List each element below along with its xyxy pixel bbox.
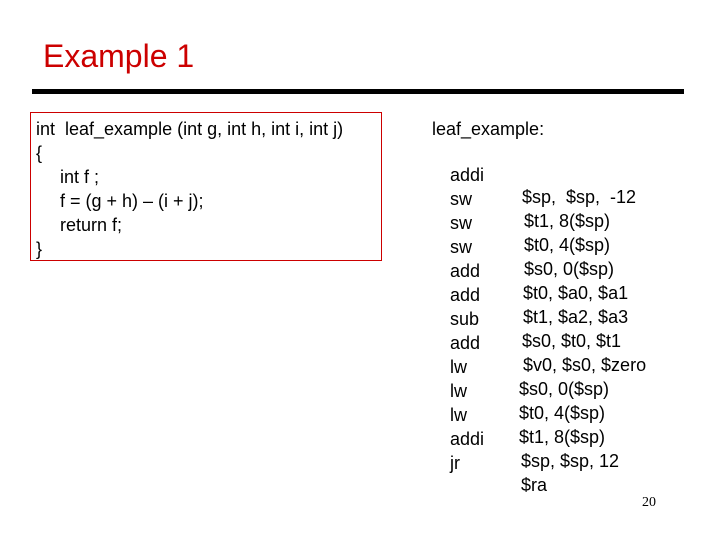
asm-opcode: add	[450, 261, 481, 281]
asm-opcode: lw	[450, 381, 467, 401]
asm-opcode: sw	[450, 237, 472, 257]
asm-operands: $t0, 4($sp)	[524, 235, 611, 255]
c-code-line-return: return f;	[60, 215, 123, 235]
asm-operands: $s0, $t0, $t1	[522, 331, 622, 351]
asm-operands: $t1, 8($sp)	[524, 211, 611, 231]
asm-operands: $t1, $a2, $a3	[523, 307, 629, 327]
asm-operands: $s0, 0($sp)	[519, 379, 610, 399]
asm-opcode: add	[450, 333, 481, 353]
c-code-line-assignment: f = (g + h) – (i + j);	[60, 191, 204, 211]
title-divider	[32, 89, 684, 94]
asm-opcode: sub	[450, 309, 480, 329]
asm-operands: $sp, $sp, 12	[521, 451, 620, 471]
page-number: 20	[642, 495, 656, 510]
asm-operands: $sp, $sp, -12	[522, 187, 637, 207]
slide-title: Example 1	[43, 38, 195, 74]
asm-opcode: lw	[450, 405, 467, 425]
c-code-line-close-brace: }	[36, 239, 43, 259]
asm-operands: $v0, $s0, $zero	[523, 355, 647, 375]
asm-operands: $s0, 0($sp)	[524, 259, 615, 279]
asm-opcode: sw	[450, 189, 472, 209]
c-code-line-open-brace: {	[36, 143, 43, 163]
asm-label: leaf_example:	[432, 119, 545, 139]
asm-opcode: lw	[450, 357, 467, 377]
asm-opcode: addi	[450, 429, 485, 449]
c-code-box	[30, 112, 382, 261]
asm-operands: $ra	[521, 475, 548, 495]
asm-operands: $t0, 4($sp)	[519, 403, 606, 423]
asm-opcode: add	[450, 285, 481, 305]
asm-opcode: sw	[450, 213, 472, 233]
c-code-line-signature: int leaf_example (int g, int h, int i, int j)	[36, 119, 344, 139]
asm-operands: $t1, 8($sp)	[519, 427, 606, 447]
asm-operands: $t0, $a0, $a1	[523, 283, 629, 303]
c-code-line-declaration: int f ;	[60, 167, 100, 187]
asm-opcode: addi	[450, 165, 485, 185]
asm-opcode: jr	[450, 453, 460, 473]
